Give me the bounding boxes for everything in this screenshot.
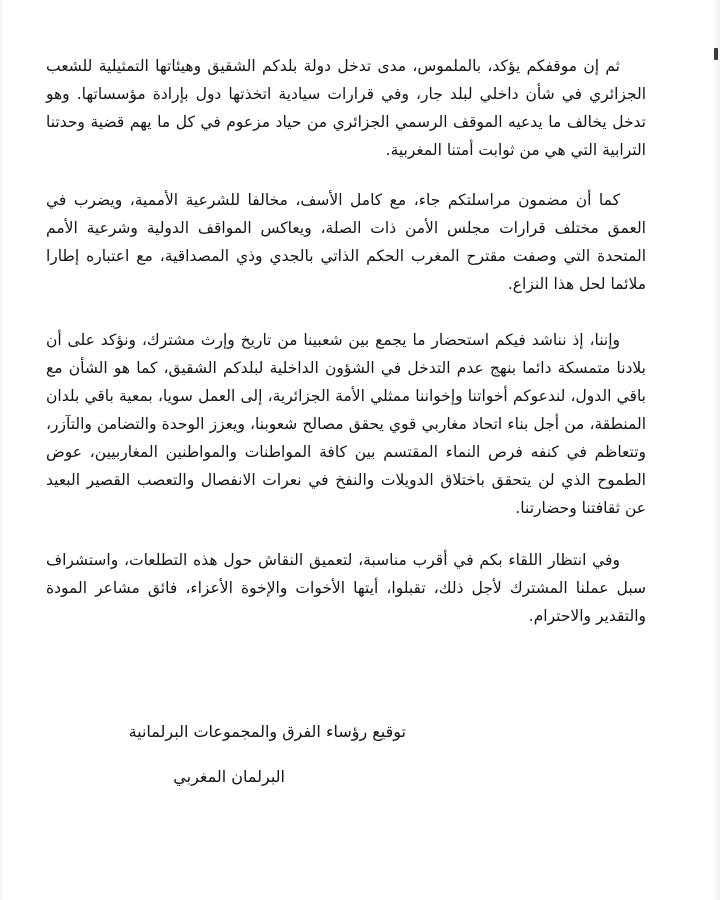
paragraph-closing: وفي انتظار اللقاء بكم في أقرب مناسبة، لتعميق النقاش حول هذه التطلعات، واستشراف سبل عملنا المشترك لأجل ذلك، تقبلوا، أيتها الأخوات والإخوة الأعزاء، فائق مشاعر المودة والتقدير والاحترام. xyxy=(46,551,646,625)
paragraph-legitimacy: كما أن مضمون مراسلتكم جاء، مع كامل الأسف، مخالفا للشرعية الأممية، ويضرب في العمق مختلف قرارات مجلس الأمن ذات الصلة، ويعاكس المواقف الدولية وشرعية الأمم المتحدة التي وصفت مقترح المغرب الحكم الذاتي بالجدي وذي المصداقية، مع اعتباره إطارا ملائما لحل هذا النزاع. xyxy=(46,191,646,293)
page-edge-left xyxy=(0,0,4,900)
letter-body xyxy=(46,52,646,630)
paragraph-interference: ثم إن موقفكم يؤكد، بالملموس، مدى تدخل دولة بلدكم الشقيق وهيئاتها التمثيلية للشعب الجزائري في شأن داخلي لبلد جار، وفي قرارات سيادية اتخذتها دول بإرادة مؤسساتها. وهو تدخل يخالف ما يدعيه الموقف الرسمي الجزائري من حياد مزعوم في كل ما يهم قضية وحدتنا الترابية التي هي من ثوابت أمتنا المغربية. xyxy=(46,57,646,159)
paragraph-maghreb-union: وإننا، إذ نناشد فيكم استحضار ما يجمع بين شعبينا من تاريخ وإرث مشترك، ونؤكد على أن بلادنا متمسكة دائما بنهج عدم التدخل في الشؤون الداخلية لبلدكم الشقيق، كما هو الشأن مع باقي الدول، لندعوكم أخواتنا وإخواننا ممثلي الأمة الجزائرية، إلى العمل سويا، بمعية باقي بلدان المنطقة، من أجل بناء اتحاد مغاربي قوي يحقق مصالح شعوبنا، ويعزز الوحدة والتضامن والتآزر، وتتعاظم في كنفه فرص النماء المقتسم بين كافة المواطنات والمواطنين المغاربيين، عوض الطموح الذي لن يتحقق باختلاق الدويلات والنفخ في نعرات الانفصال والتعصب القصير البعيد عن ثقافتنا وحضارتنا. xyxy=(46,331,646,517)
edge-mark xyxy=(714,48,718,60)
signature-institution: البرلمان المغربي xyxy=(173,767,285,786)
page-edge-right xyxy=(712,0,720,900)
signature-title: توقيع رؤساء الفرق والمجموعات البرلمانية xyxy=(128,722,406,741)
